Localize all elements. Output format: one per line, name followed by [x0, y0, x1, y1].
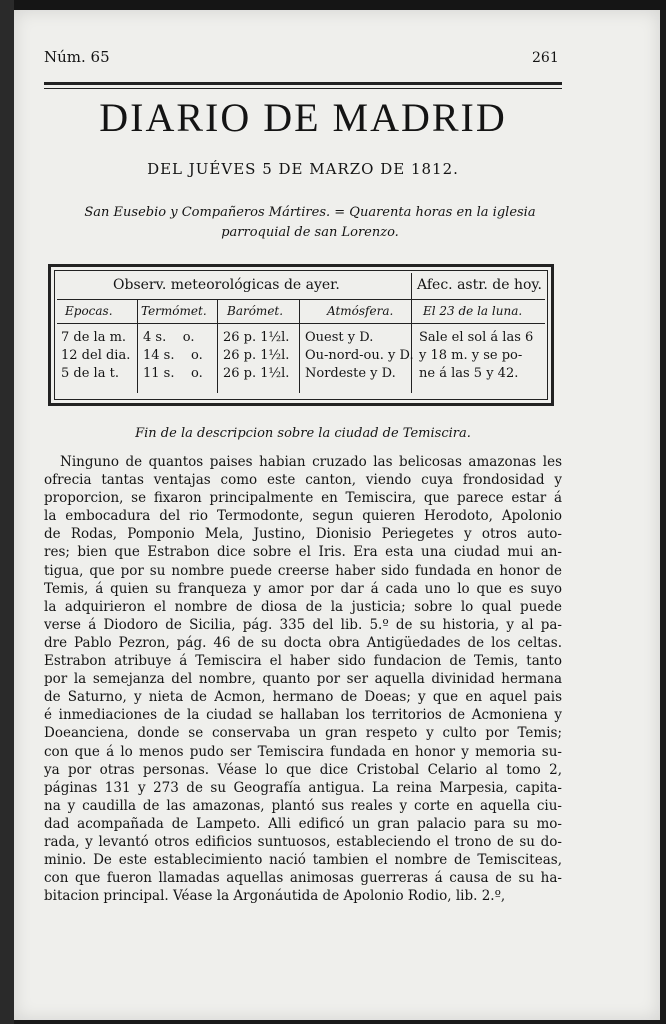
epoca-cell: 5 de la t. — [61, 366, 119, 381]
barom-cell: 26 p. 1½l. — [223, 348, 290, 363]
article-line: rada, y levantó otros edificios suntuosos, estableciendo el trono de su do- — [44, 833, 562, 850]
page-number: 261 — [532, 50, 559, 66]
article-line: bitacion principal. Véase la Argonáutida de Apolonio Rodio, lib. 2.º, — [44, 888, 506, 905]
weather-col-divider-1 — [137, 299, 138, 393]
article-line: ofrecia tantas ventajas como este canton, viendo cuya frondosidad y — [44, 472, 562, 489]
article-line: é inmediaciones de la ciudad se hallaban los territorios de Acmoniena y — [44, 707, 562, 724]
dateline: DEL JUÉVES 5 DE MARZO DE 1812. — [147, 160, 459, 178]
article-body — [44, 453, 562, 905]
term-cell: 11 s. o. — [143, 366, 203, 381]
article-caption: Fin de la descripcion sobre la ciudad de Temiscira. — [135, 426, 471, 441]
weather-col-divider-4 — [411, 273, 412, 393]
atmos-cell: Nordeste y D. — [305, 366, 396, 381]
article-line: na y caudilla de las amazonas, plantó sus reales y corte en aquella ciu- — [44, 797, 562, 814]
col-head-luna: El 23 de la luna. — [423, 304, 523, 318]
barom-cell: 26 p. 1½l. — [223, 366, 290, 381]
astro-heading: Afec. astr. de hoy. — [417, 277, 542, 293]
article-line: páginas 131 y 273 de su Geografía antigua. La reina Marpesia, capita- — [44, 779, 562, 796]
article-line: dad acompañada de Lampeto. Alli edificó un gran palacio para su mo- — [44, 815, 562, 832]
article-line: minio. De este establecimiento nació tambien el nombre de Temisciteas, — [44, 852, 562, 869]
masthead-rule-top — [44, 82, 562, 85]
epoca-cell: 7 de la m. — [61, 330, 127, 345]
term-cell: 4 s. o. — [143, 330, 195, 345]
masthead-rule-top-thin — [44, 88, 562, 89]
article-line: proporcion, se fixaron principalmente en Temiscira, que parece estar á — [44, 490, 562, 507]
article-line: de Rodas, Pomponio Mela, Justino, Dionisio Periegetes y otros auto- — [44, 526, 562, 543]
col-head-atmosfera: Atmósfera. — [327, 304, 394, 318]
article-line: tigua, que por su nombre puede creerse haber sido fundada en honor de — [44, 562, 562, 579]
astro-line: Sale el sol á las 6 — [419, 330, 534, 345]
epoca-cell: 12 del dia. — [61, 348, 131, 363]
weather-heading: Observ. meteorológicas de ayer. — [113, 277, 340, 293]
article-line: verse á Diodoro de Sicilia, pág. 335 del lib. 5.º de su historia, y al pa- — [44, 616, 562, 633]
weather-table — [48, 264, 554, 406]
saints-line-1: San Eusebio y Compañeros Mártires. = Quarenta horas en la iglesia — [84, 205, 536, 220]
col-head-epocas: Epocas. — [65, 304, 113, 318]
barom-cell: 26 p. 1½l. — [223, 330, 290, 345]
saints-of-day — [58, 203, 562, 243]
article-line: por la semejanza del nombre, quanto por ser aquella divinidad hermana — [44, 671, 562, 688]
masthead-title: DIARIO DE MADRID — [99, 95, 507, 140]
saints-line-2: parroquial de san Lorenzo. — [221, 225, 399, 240]
scan-top-edge — [0, 0, 666, 10]
atmos-cell: Ou-nord-ou. y D. — [305, 348, 414, 363]
article-line: Estrabon atribuye á Temiscira el haber sido fundacion de Temis, tanto — [44, 653, 562, 670]
weather-rule-1 — [57, 299, 545, 300]
article-line: res; bien que Estrabon dice sobre el Iris. Era esta una ciudad mui an- — [44, 544, 562, 561]
atmos-cell: Ouest y D. — [305, 330, 374, 345]
astro-line: ne á las 5 y 42. — [419, 366, 519, 381]
article-line: dre Pablo Pezron, pág. 46 de su docta obra Antigüedades de los celtas. — [44, 634, 562, 651]
article-line: Doeanciena, donde se conservaba un gran respeto y culto por Temis; — [44, 725, 562, 742]
weather-col-divider-3 — [299, 299, 300, 393]
issue-number: Núm. 65 — [44, 48, 110, 66]
weather-col-divider-2 — [217, 299, 218, 393]
article-line: Ninguno de quantos paises habian cruzado las belicosas amazonas les — [60, 454, 562, 470]
article-line: la adquirieron el nombre de diosa de la justicia; sobre lo qual puede — [44, 598, 562, 615]
scan-left-edge — [0, 0, 14, 1024]
article-line: con que á lo menos pudo ser Temiscira fundada en honor y memoria su- — [44, 743, 562, 760]
article-line: Temis, á quien su franqueza y amor por dar á cada uno lo que es suyo — [44, 580, 562, 597]
col-head-termometro: Termómet. — [141, 304, 207, 318]
article-line: con que fueron llamadas aquellas animosas guerreras á causa de su ha- — [44, 870, 562, 887]
term-cell: 14 s. o. — [143, 348, 203, 363]
astro-line: y 18 m. y se po- — [419, 348, 523, 363]
article-line: de Saturno, y nieta de Acmon, hermano de Doeas; y que en aquel pais — [44, 689, 562, 706]
article-line: ya por otras personas. Véase lo que dice Cristobal Celario al tomo 2, — [44, 761, 562, 778]
weather-rule-2 — [57, 323, 545, 324]
article-line: la embocadura del rio Termodonte, segun quieren Herodoto, Apolonio — [44, 508, 562, 525]
col-head-barometro: Barómet. — [227, 304, 284, 318]
